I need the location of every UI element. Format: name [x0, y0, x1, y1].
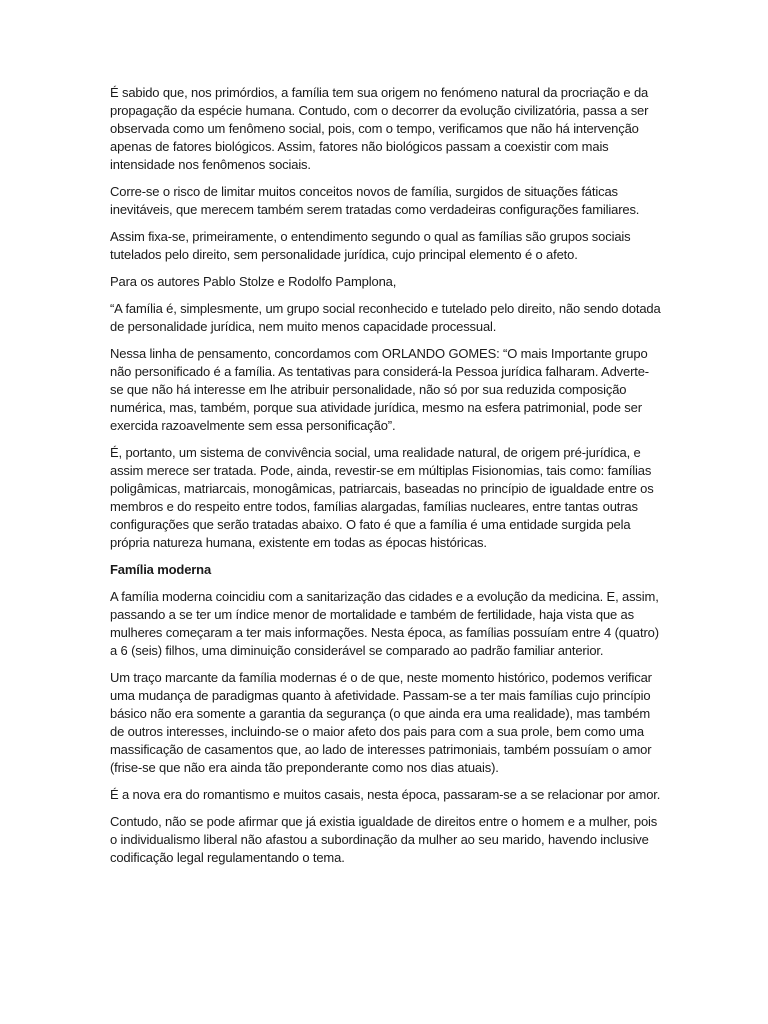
paragraph-modern-family: A família moderna coincidiu com a sanitarização das cidades e a evolução da medicina. E, assim, passando a se ter um índice menor de mortalidade e também de fertilidade, haja vista que as mulheres começaram a ter mais informações. Nesta época, as famílias possuíam entre 4 (quatro) a 6 (seis) filhos, uma diminuição considerável se comparado ao padrão familiar anterior. [110, 589, 659, 658]
paragraph-orlando-gomes: Nessa linha de pensamento, concordamos com ORLANDO GOMES: “O mais Importante grupo não personificado é a família. As tentativas para considerá-la Pessoa jurídica falharam. Adverte-se que não há interesse em lhe atribuir personalidade, não só por sua reduzida composição numérica, mas, também, porque sua atividade jurídica, mesmo na esfera patrimonial, pode ser exercida razoavelmente sem essa personificação”. [110, 346, 649, 433]
paragraph-inequality: Contudo, não se pode afirmar que já existia igualdade de direitos entre o homem e a mulher, pois o individualismo liberal não afastou a subordinação da mulher ao seu marido, havendo inclusive codificação legal regulamentando o tema. [110, 814, 658, 865]
section-heading-familia-moderna: Família moderna [110, 562, 212, 577]
paragraph-social-system: É, portanto, um sistema de convivência social, uma realidade natural, de origem pré-jurídica, e assim merece ser tratada. Pode, ainda, revestir-se em múltiplas Fisionomias, tais como: famílias poligâmicas, matriarcais, monogâmicas, patriarcais, baseadas no princípio de igualdade entre os membros e do respeito entre todos, famílias alargadas, famílias nucleares, entre tantas outras configurações que serão tratadas abaixo. O fato é que a família é uma entidade surgida pela própria natureza humana, existente em todas as épocas históricas. [110, 445, 654, 550]
paragraph-risk-of-limiting: Corre-se o risco de limitar muitos conceitos novos de família, surgidos de situações fáticas inevitáveis, que merecem também serem tratadas como verdadeiras configurações familiares. [110, 184, 640, 217]
paragraph-romanticism: É a nova era do romantismo e muitos casais, nesta época, passaram-se a se relacionar por amor. [110, 787, 661, 802]
paragraph-authors-intro: Para os autores Pablo Stolze e Rodolfo Pamplona, [110, 274, 397, 289]
paragraph-definition: Assim fixa-se, primeiramente, o entendimento segundo o qual as famílias são grupos sociais tutelados pelo direito, sem personalidade jurídica, cujo principal elemento é o afeto. [110, 229, 631, 262]
paragraph-origin-of-family: É sabido que, nos primórdios, a família tem sua origem no fenómeno natural da procriação e da propagação da espécie humana. Contudo, com o decorrer da evolução civilizatória, passa a ser observada como um fenômeno social, pois, com o tempo, verificamos que não há intervenção apenas de fatores biológicos. Assim, fatores não biológicos passam a coexistir com mais intensidade nos fenômenos sociais. [110, 85, 649, 172]
paragraph-quote-stolze: “A família é, simplesmente, um grupo social reconhecido e tutelado pelo direito, não sendo dotada de personalidade jurídica, nem muito menos capacidade processual. [110, 301, 661, 334]
document-page [110, 84, 662, 876]
paragraph-paradigm-shift: Um traço marcante da família modernas é o de que, neste momento histórico, podemos verificar uma mudança de paradigmas quanto à afetividade. Passam-se a ter mais famílias cujo princípio básico não era somente a garantia da segurança (o que ainda era uma realidade), mas também de outros interesses, incluindo-se o maior afeto dos pais para com a sua prole, bem como uma massificação de casamentos que, ao lado de interesses patrimoniais, também possuíam o amor (frise-se que não era ainda tão preponderante como nos dias atuais). [110, 670, 652, 775]
